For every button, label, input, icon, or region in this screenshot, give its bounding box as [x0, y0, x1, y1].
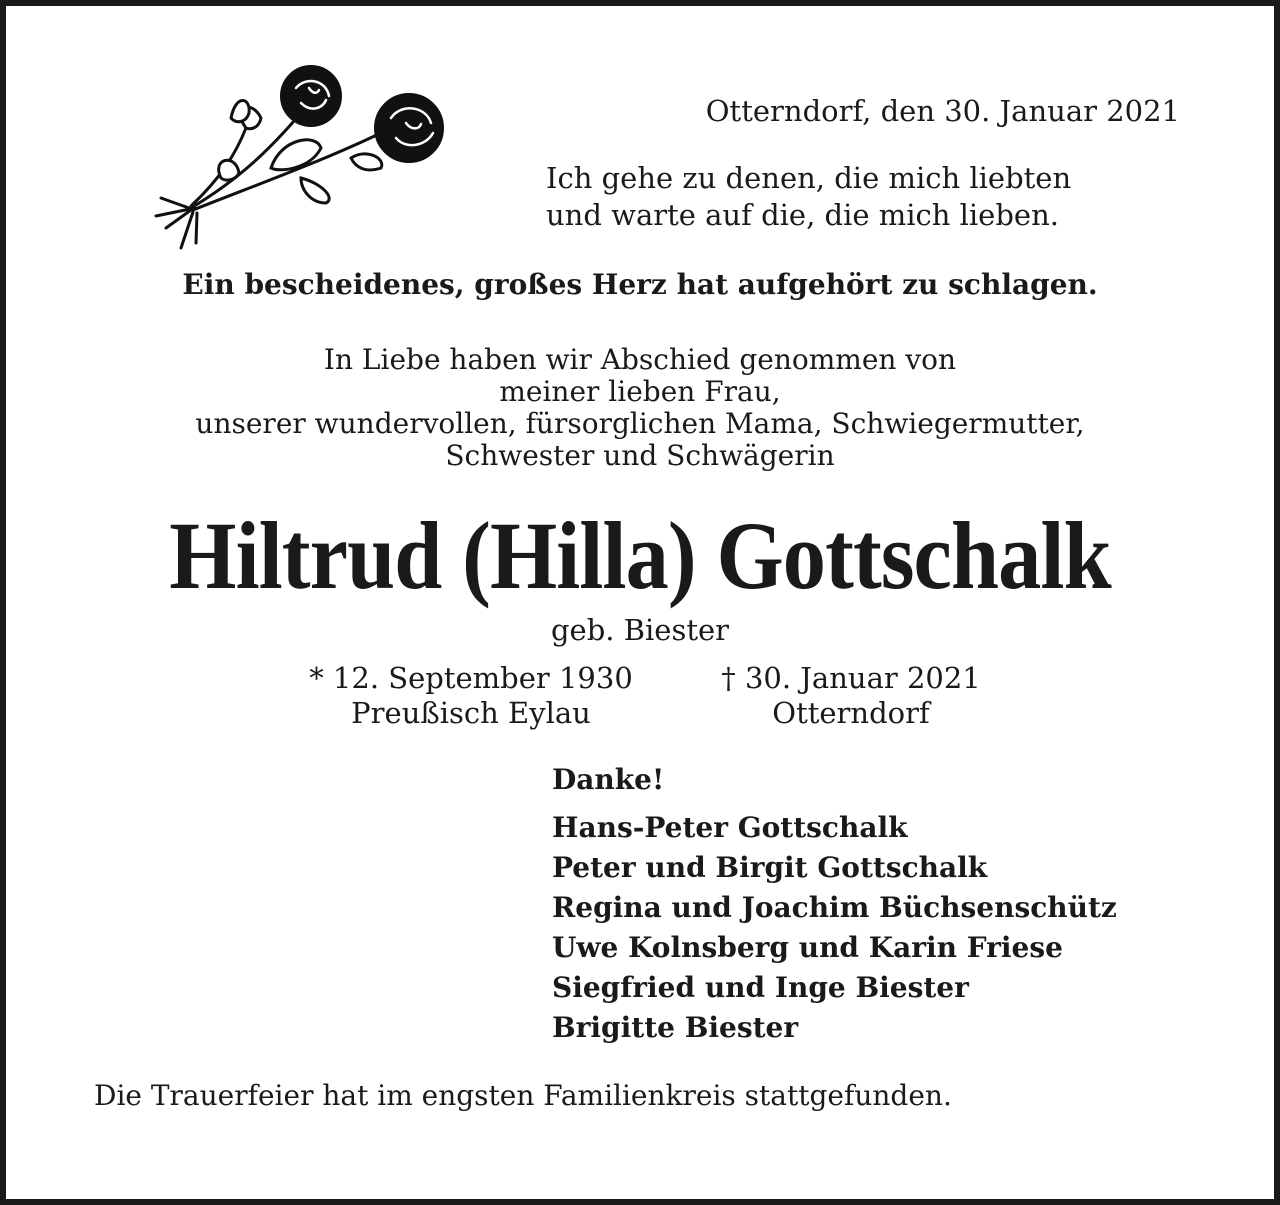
- mourner-name: Siegfried und Inge Biester: [552, 971, 969, 1004]
- birth-place: Preußisch Eylau: [351, 696, 591, 730]
- intro-line: Schwester und Schwägerin: [445, 439, 835, 472]
- mourner-name: Peter und Birgit Gottschalk: [552, 851, 988, 884]
- date-line: Otterndorf, den 30. Januar 2021: [705, 94, 1180, 128]
- heart-line: Ein bescheidenes, großes Herz hat aufgehört zu schlagen.: [182, 268, 1098, 301]
- intro-line: meiner lieben Frau,: [499, 375, 781, 408]
- birth-name: geb. Biester: [550, 613, 730, 647]
- deceased-name: Hiltrud (Hilla) Gottschalk: [169, 502, 1111, 609]
- birth-date: * 12. September 1930: [309, 661, 633, 695]
- quote-line: und warte auf die, die mich lieben.: [546, 198, 1059, 232]
- birth-info: [306, 661, 636, 731]
- death-place: Otterndorf: [772, 696, 930, 730]
- intro-line: unserer wundervollen, fürsorglichen Mama, Schwiegermutter,: [195, 407, 1085, 440]
- death-date: † 30. Januar 2021: [721, 661, 981, 695]
- intro-text: [6, 344, 1274, 472]
- mourner-name: Brigitte Biester: [552, 1011, 799, 1044]
- death-info: [706, 661, 996, 731]
- quote-line: Ich gehe zu denen, die mich liebten: [546, 161, 1072, 195]
- mourner-name: Uwe Kolnsberg und Karin Friese: [552, 931, 1063, 964]
- mourner-name: Regina und Joachim Büchsenschütz: [552, 891, 1117, 924]
- thanks-heading: Danke!: [552, 763, 665, 796]
- roses-icon: [151, 58, 466, 253]
- funeral-note: Die Trauerfeier hat im engsten Familienkreis stattgefunden.: [94, 1079, 952, 1112]
- quote: [546, 160, 1071, 234]
- mourners-list: [552, 808, 1117, 1048]
- mourner-name: Hans-Peter Gottschalk: [552, 811, 908, 844]
- intro-line: In Liebe haben wir Abschied genommen von: [323, 343, 957, 376]
